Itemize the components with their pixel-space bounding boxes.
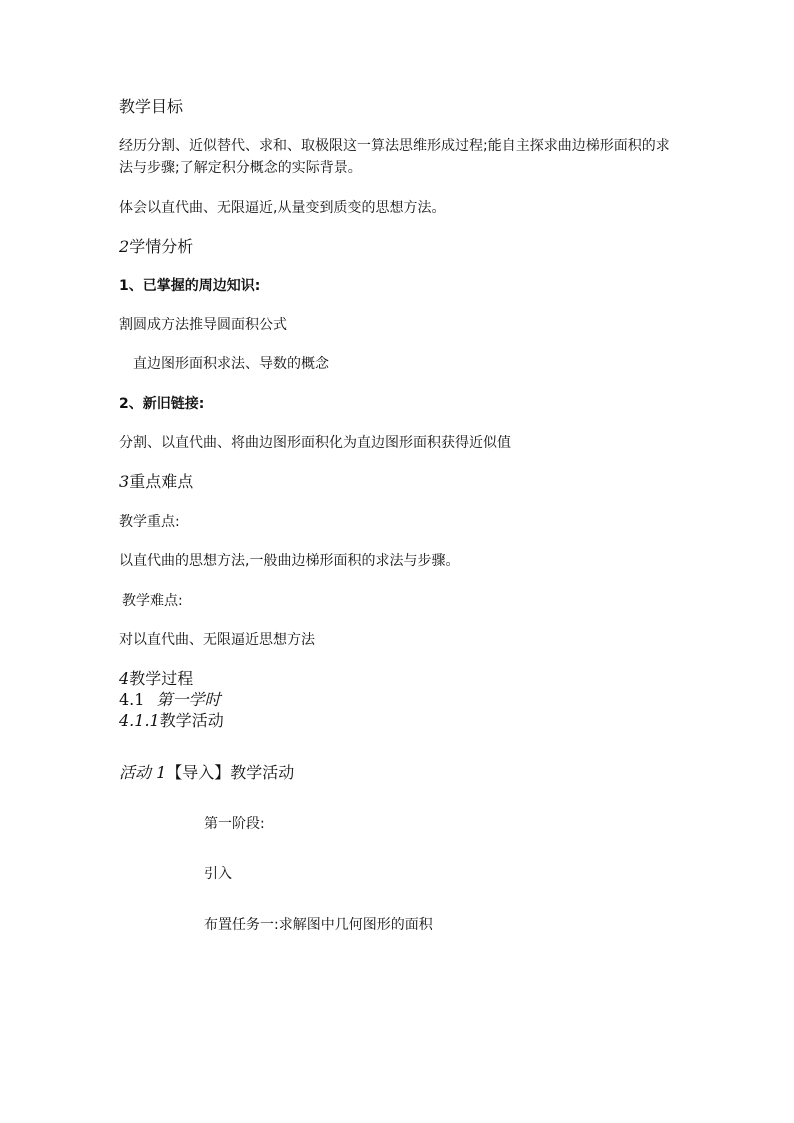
difficulties-text: 对以直代曲、无限逼近思想方法 — [119, 632, 315, 648]
analysis-item1-line1: 割圆成方法推导圆面积公式 — [119, 317, 287, 333]
subsection-4-1-1 — [119, 711, 224, 731]
objectives-paragraph-line1: 经历分割、近似替代、求和、取极限这一算法思维形成过程;能自主探求曲边梯形面积的求 — [119, 138, 670, 154]
subsection-4-1 — [119, 690, 220, 710]
task-text: 布置任务一:求解图中几何图形的面积 — [204, 917, 433, 933]
section-title-objectives: 教学目标 — [119, 97, 184, 116]
stage-label: 第一阶段: — [204, 816, 265, 832]
section-title-text: 教学过程 — [129, 669, 194, 688]
activity-1-title — [119, 763, 294, 783]
analysis-item1-heading: 1、已掌握的周边知识: — [119, 278, 261, 294]
key-points-heading: 教学重点: — [119, 514, 180, 530]
objectives-paragraph-line2: 法与步骤;了解定积分概念的实际背景。 — [119, 160, 362, 176]
difficulties-heading: 教学难点: — [122, 593, 183, 609]
key-points-text: 以直代曲的思想方法,一般曲边梯形面积的求法与步骤。 — [119, 553, 460, 569]
section-number: 2 — [119, 237, 130, 256]
section-title-text: 重点难点 — [129, 472, 194, 491]
subsection-number: 4.1 — [119, 690, 145, 709]
section-title-keypoints — [119, 472, 193, 492]
subsection-number: 4.1.1 — [119, 711, 160, 730]
subsection-title: 教学活动 — [159, 711, 224, 730]
analysis-item2-line1: 分割、以直代曲、将曲边图形面积化为直边图形面积获得近似值 — [119, 435, 511, 451]
section-number: 4 — [119, 669, 130, 688]
section-title-process — [119, 669, 193, 689]
objectives-paragraph2: 体会以直代曲、无限逼近,从量变到质变的思想方法。 — [119, 200, 446, 216]
intro-label: 引入 — [204, 866, 232, 882]
subsection-title: 第一学时 — [156, 690, 221, 709]
activity-prefix: 活动 1 — [119, 763, 167, 782]
section-number: 3 — [119, 472, 130, 491]
activity-title-text: 【导入】教学活动 — [166, 763, 295, 782]
analysis-item1-line2: 直边图形面积求法、导数的概念 — [133, 356, 329, 372]
analysis-item2-heading: 2、新旧链接: — [119, 396, 205, 412]
section-title-text: 学情分析 — [129, 237, 194, 256]
section-title-analysis — [119, 237, 193, 257]
